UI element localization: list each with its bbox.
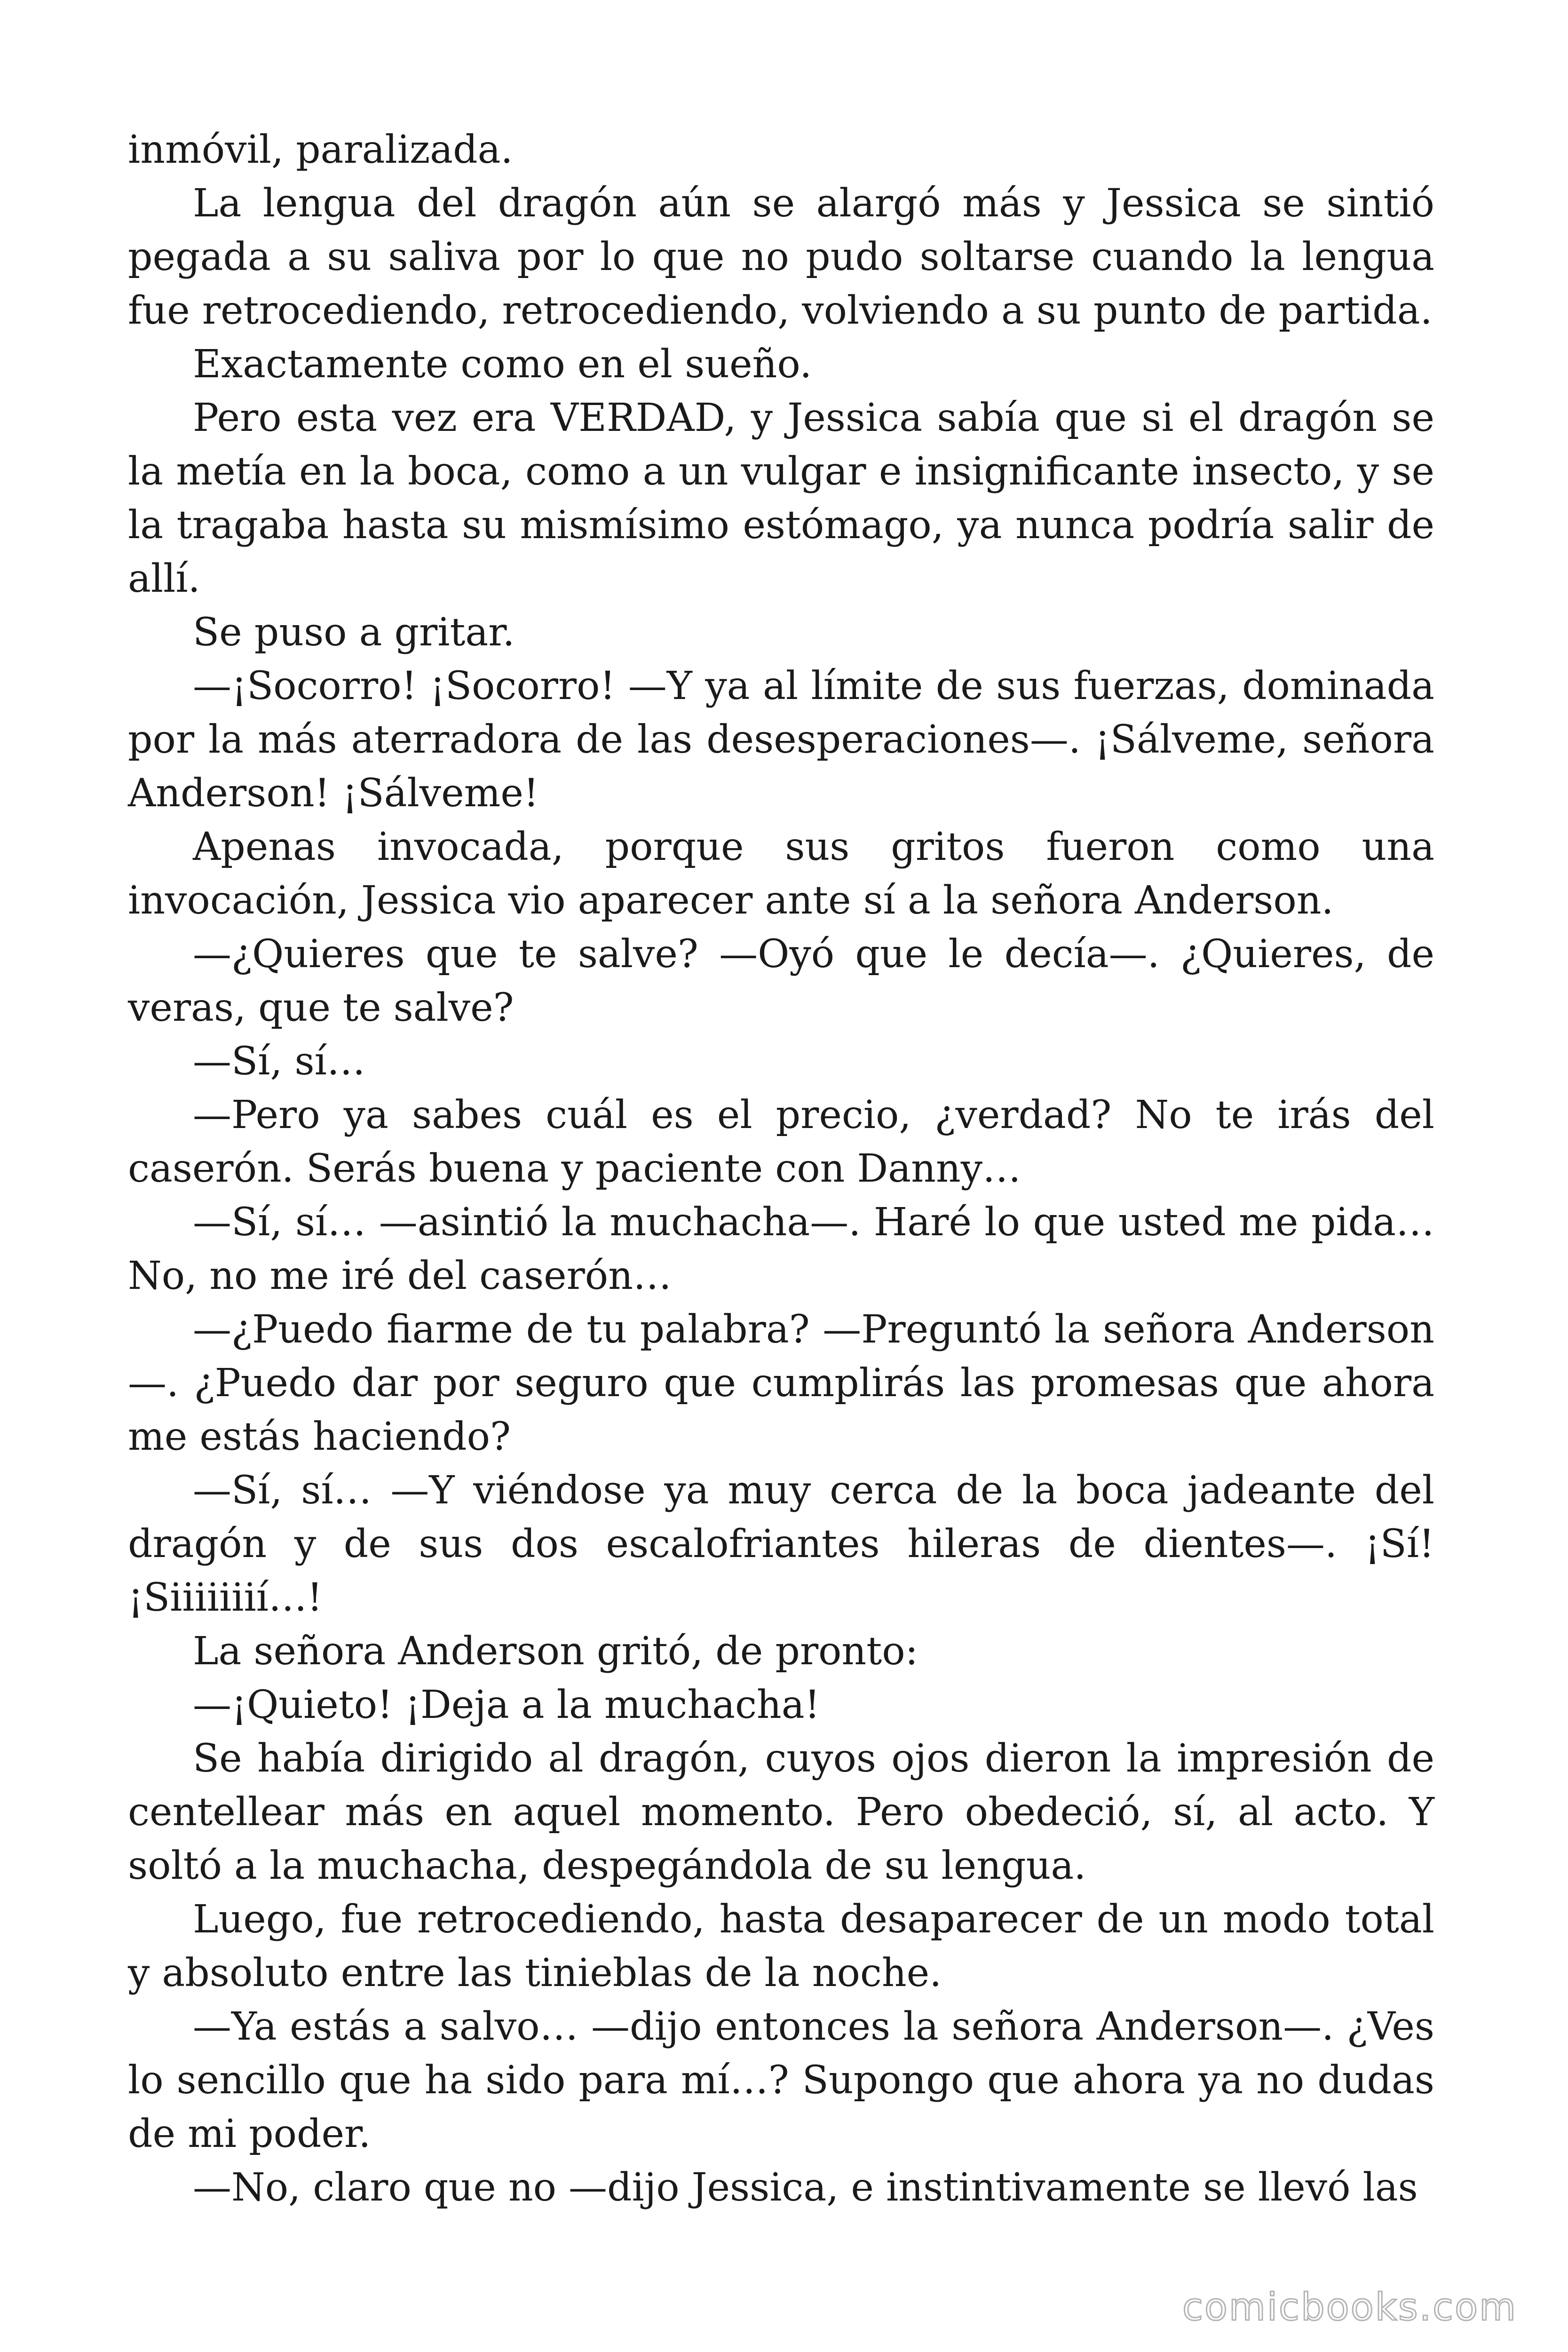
paragraph-16: Se había dirigido al dragón, cuyos ojos dieron la impresión de centellear más en aquel momento. Pero obedeció, sí, al acto. Y soltó a la muchacha, despegándola de su lengua. <box>128 1736 1434 1888</box>
paragraph-19: —No, claro que no —dijo Jessica, e instintivamente se llevó las <box>193 2165 1418 2210</box>
paragraph-3: Exactamente como en el sueño. <box>193 342 812 387</box>
paragraph-14: La señora Anderson gritó, de pronto: <box>193 1629 919 1674</box>
paragraph-13: —Sí, sí… —Y viéndose ya muy cerca de la boca jadeante del dragón y de sus dos escalofriantes hileras de dientes—. ¡Sí! ¡Siiiiiiií…! <box>128 1468 1434 1620</box>
paragraph-4: Pero esta vez era VERDAD, y Jessica sabía que si el dragón se la metía en la boca, como a un vulgar e insignificante insecto, y se la tragaba hasta su mismísimo estómago, ya nunca podría salir de allí. <box>128 396 1434 601</box>
paragraph-12: —¿Puedo fiarme de tu palabra? —Preguntó la señora Anderson —. ¿Puedo dar por seguro que cumplirás las promesas que ahora me estás haciendo? <box>128 1307 1434 1459</box>
paragraph-8: —¿Quieres que te salve? —Oyó que le decía—. ¿Quieres, de veras, que te salve? <box>128 932 1434 1030</box>
paragraph-1: inmóvil, paralizada. <box>128 127 513 172</box>
paragraph-2: La lengua del dragón aún se alargó más y Jessica se sintió pegada a su saliva por lo que no pudo soltarse cuando la lengua fue retrocediendo, retrocediendo, volviendo a su punto de partida. <box>128 181 1434 333</box>
paragraph-5: Se puso a gritar. <box>193 610 515 655</box>
paragraph-7: Apenas invocada, porque sus gritos fueron como una invocación, Jessica vio aparecer ante sí a la señora Anderson. <box>128 825 1434 923</box>
body-text <box>128 123 1434 2215</box>
paragraph-17: Luego, fue retrocediendo, hasta desaparecer de un modo total y absoluto entre las tinieblas de la noche. <box>128 1897 1434 1995</box>
paragraph-15: —¡Quieto! ¡Deja a la muchacha! <box>193 1683 820 1727</box>
paragraph-11: —Sí, sí… —asintió la muchacha—. Haré lo que usted me pida… No, no me iré del caserón… <box>128 1200 1434 1298</box>
paragraph-18: —Ya estás a salvo… —dijo entonces la señora Anderson—. ¿Ves lo sencillo que ha sido para mí…? Supongo que ahora ya no dudas de mi poder. <box>128 2004 1434 2156</box>
paragraph-10: —Pero ya sabes cuál es el precio, ¿verdad? No te irás del caserón. Serás buena y paciente con Danny… <box>128 1093 1434 1191</box>
paragraph-9: —Sí, sí… <box>193 1039 365 1084</box>
watermark-text: comicbooks.com <box>1182 2285 1517 2329</box>
paragraph-6: —¡Socorro! ¡Socorro! —Y ya al límite de sus fuerzas, dominada por la más aterradora de las desesperaciones—. ¡Sálveme, señora Anderson! ¡Sálveme! <box>128 664 1434 816</box>
